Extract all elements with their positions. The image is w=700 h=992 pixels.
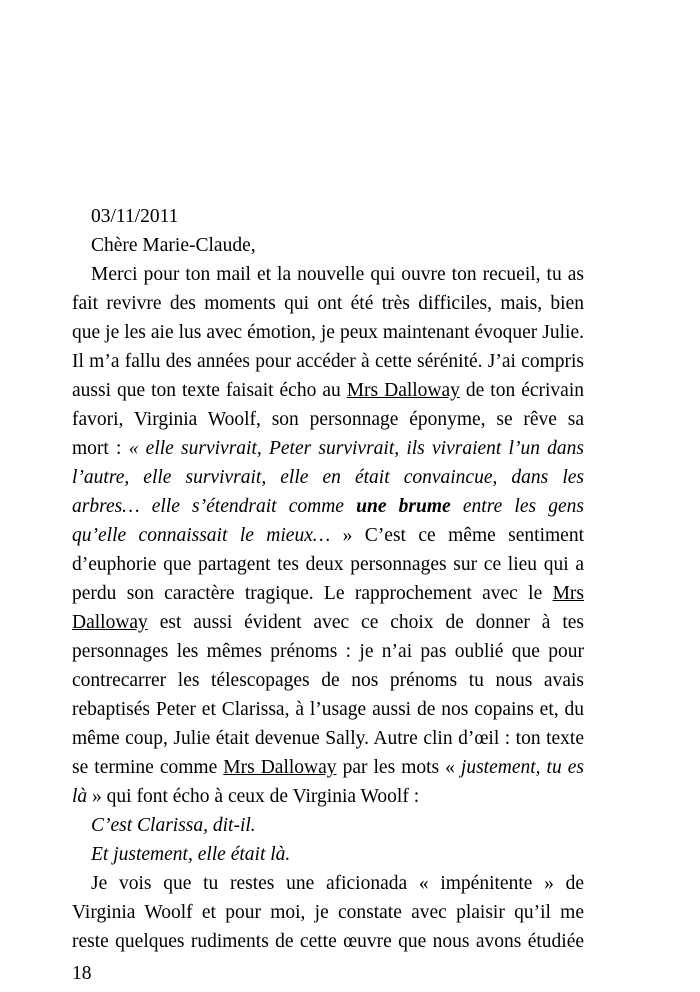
paragraph-line: Dalloway est aussi évident avec ce choix de donner à tes (72, 612, 584, 633)
paragraph-line: Il m’a fallu des années pour accéder à cette sérénité. J’ai compris (72, 351, 584, 372)
paragraph-line: rebaptisés Peter et Clarissa, à l’usage aussi de nos copains et, du (72, 699, 584, 720)
letter-salutation: Chère Marie-Claude, (91, 235, 256, 256)
paragraph-line: aussi que ton texte faisait écho au Mrs Dalloway de ton écrivain (72, 380, 584, 401)
quotation: « elle survivrait, Peter survivrait, ils vivraient l’un dans (128, 438, 585, 459)
quotation-line: arbres… elle s’étendrait comme une brume entre les gens (72, 496, 584, 517)
paragraph-line: que je les aie lus avec émotion, je peux maintenant évoquer Julie. (72, 322, 584, 343)
paragraph-line: Je vois que tu restes une aficionada « impénitente » de (91, 873, 584, 894)
quotation: qu’elle connaissait le mieux… (72, 525, 331, 546)
letter-date: 03/11/2011 (91, 206, 179, 227)
paragraph-line: qu’elle connaissait le mieux… » C’est ce même sentiment (72, 525, 585, 546)
quotation-block-line: C’est Clarissa, dit-il. (91, 815, 256, 836)
quotation: là (72, 786, 88, 807)
paragraph-line: contrecarrer les télescopages de nos prénoms tu nous avais (72, 670, 584, 691)
paragraph-line: personnages les mêmes prénoms : je n’ai pas oublié que pour (72, 641, 584, 662)
paragraph-line: Merci pour ton mail et la nouvelle qui ouvre ton recueil, tu as (91, 264, 584, 285)
quotation-block-line: Et justement, elle était là. (91, 844, 291, 865)
paragraph-line: fait revivre des moments qui ont été très difficiles, mais, bien (72, 293, 584, 314)
quotation-line: l’autre, elle survivrait, elle en était convaincue, dans les (72, 467, 584, 488)
paragraph-line: favori, Virginia Woolf, son personnage éponyme, se rêve sa (72, 409, 584, 430)
paragraph-line: se termine comme Mrs Dalloway par les mots « justement, tu es (72, 757, 584, 778)
emphasis-bold: une brume (356, 496, 451, 517)
paragraph-line: reste quelques rudiments de cette œuvre que nous avons étudiée (72, 931, 584, 952)
paragraph-line: perdu son caractère tragique. Le rapprochement avec le Mrs (72, 583, 584, 604)
quotation: justement, tu es (460, 757, 584, 778)
page-number: 18 (72, 963, 92, 984)
paragraph-line: d’euphorie que partagent tes deux personnages sur ce lieu qui a (72, 554, 584, 575)
book-title-mrs-dalloway: Mrs (552, 583, 584, 604)
paragraph-line: là » qui font écho à ceux de Virginia Woolf : (72, 786, 420, 807)
paragraph-line: même coup, Julie était devenue Sally. Autre clin d’œil : ton texte (72, 728, 584, 749)
book-title-mrs-dalloway: Mrs Dalloway (223, 757, 337, 778)
book-title-mrs-dalloway: Dalloway (72, 612, 148, 633)
paragraph-line: mort : « elle survivrait, Peter survivrait, ils vivraient l’un dans (72, 438, 585, 459)
book-title-mrs-dalloway: Mrs Dalloway (346, 380, 460, 401)
paragraph-line: Virginia Woolf et pour moi, je constate avec plaisir qu’il me (72, 902, 584, 923)
